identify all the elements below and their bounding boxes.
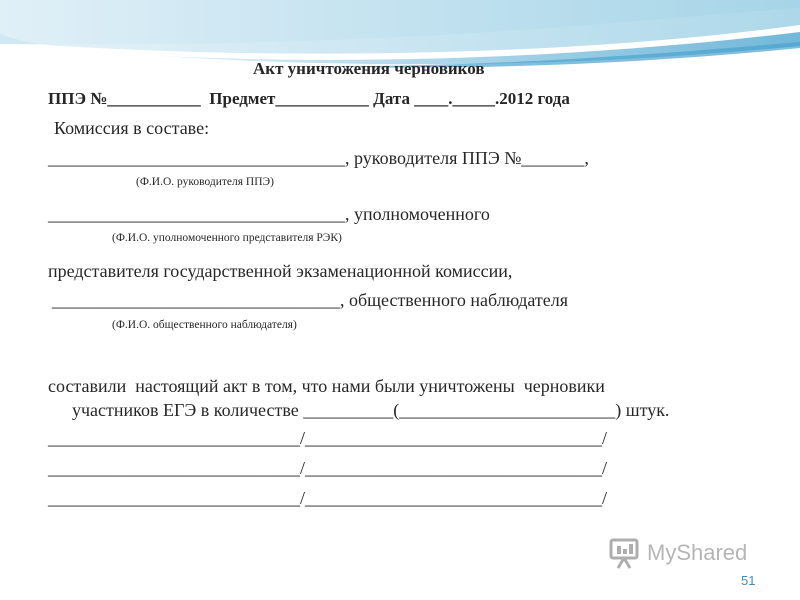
commission-label: Комиссия в составе: [54,118,210,138]
line-authorized: _________________________________, уполномоченного [48,204,490,224]
line-commission: представителя государственной экзаменационной комиссии, [48,261,513,281]
statement-line-1: составили настоящий акт в том, что нами были уничтожены черновики [48,376,605,396]
document-title: Акт уничтожения черновиков [253,59,485,78]
presentation-board-icon [607,536,641,570]
header-fields-line: ППЭ №___________ Предмет___________ Дата ____._____.2012 года [48,89,570,108]
signature-line: ____________________________/_________________________________/ [48,458,608,478]
line-observer: ________________________________, общественного наблюдателя [52,290,569,310]
page-number: 51 [741,573,756,588]
note-observer: (Ф.И.О. общественного наблюдателя) [112,319,297,331]
statement-line-2: участников ЕГЭ в количестве __________(________________________) штук. [72,400,670,420]
note-authorized: (Ф.И.О. уполномоченного представителя РЭК) [112,232,342,244]
signature-line: ____________________________/_________________________________/ [48,428,608,448]
watermark-text: MyShared [647,540,748,565]
watermark-logo [607,536,767,570]
line-ppe-head: _________________________________, руководителя ППЭ №_______, [48,148,589,168]
signature-line: ____________________________/_________________________________/ [48,488,608,508]
note-ppe-head: (Ф.И.О. руководителя ППЭ) [136,176,274,188]
